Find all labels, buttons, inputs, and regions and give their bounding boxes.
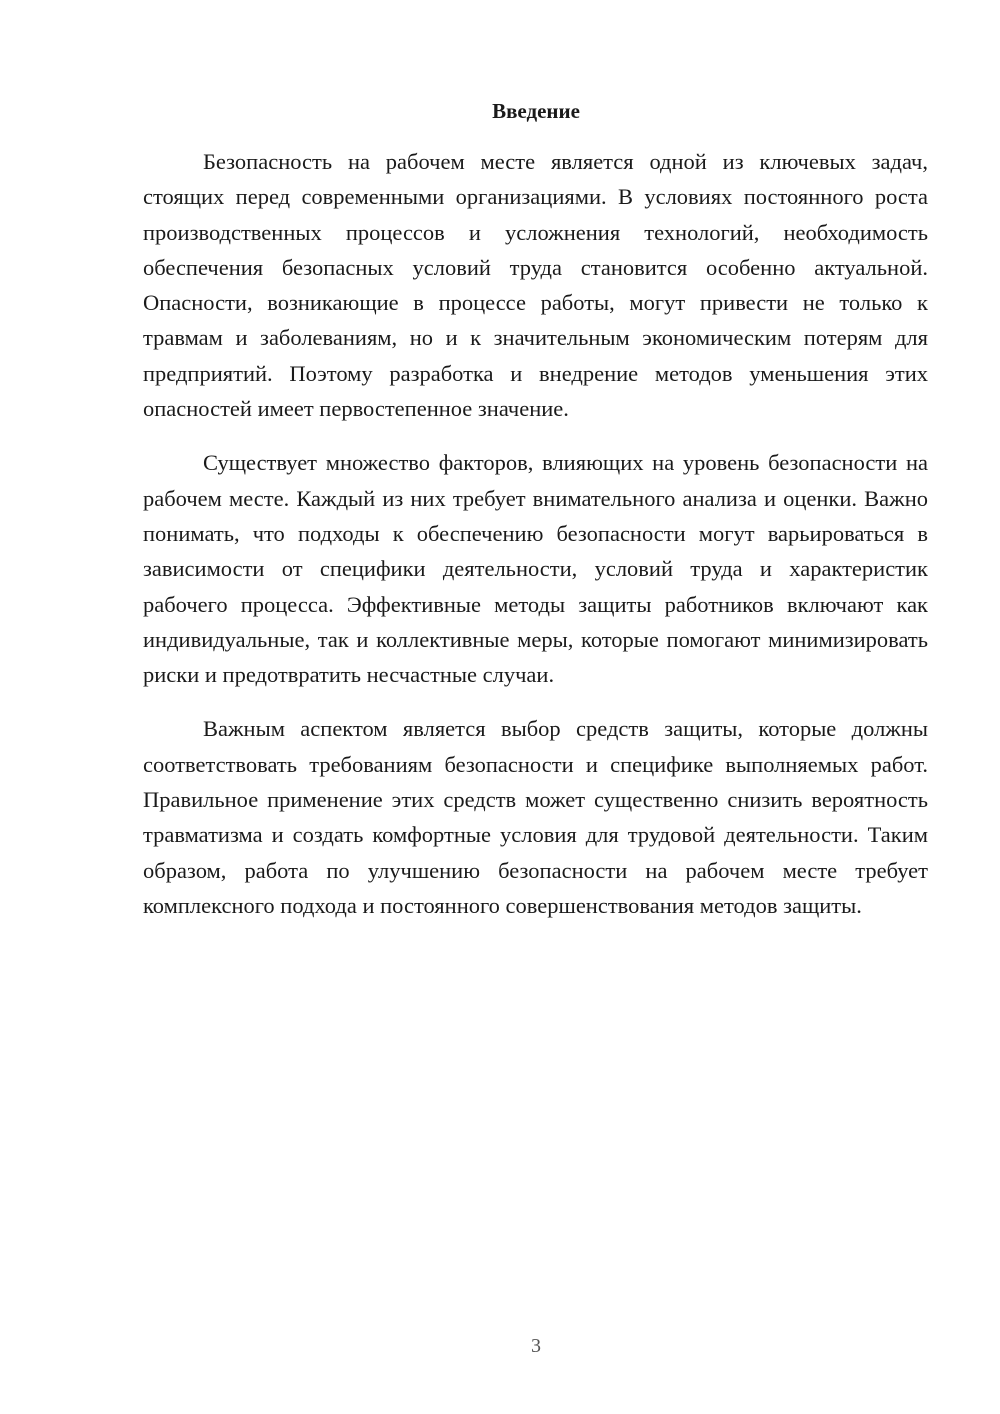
document-body xyxy=(143,144,928,923)
paragraph-2: Существует множество факторов, влияющих на уровень безопасности на рабочем месте. Каждый из них требует внимательного анализа и оценки. Важно понимать, что подходы к обеспечению безопасности могут варьироваться в зависимости от специфики деятельности, условий труда и характеристик рабочего процесса. Эффективные методы защиты работников включают как индивидуальные, так и коллективные меры, которые помогают минимизировать риски и предотвратить несчастные случаи. xyxy=(143,450,928,688)
page-number: 3 xyxy=(531,1335,541,1357)
paragraph-1: Безопасность на рабочем месте является одной из ключевых задач, стоящих перед современными организациями. В условиях постоянного роста производственных процессов и усложнения технологий, необходимость обеспечения безопасных условий труда становится особенно актуальной. Опасности, возникающие в процессе работы, могут привести не только к травмам и заболеваниям, но и к значительным экономическим потерям для предприятий. Поэтому разработка и внедрение методов уменьшения этих опасностей имеет первостепенное значение. xyxy=(143,149,928,422)
paragraph-3: Важным аспектом является выбор средств защиты, которые должны соответствовать требованиям безопасности и специфике выполняемых работ. Правильное применение этих средств может существенно снизить вероятность травматизма и создать комфортные условия для трудовой деятельности. Таким образом, работа по улучшению безопасности на рабочем месте требует комплексного подхода и постоянного совершенствования методов защиты. xyxy=(143,716,928,918)
section-heading: Введение xyxy=(492,99,580,123)
